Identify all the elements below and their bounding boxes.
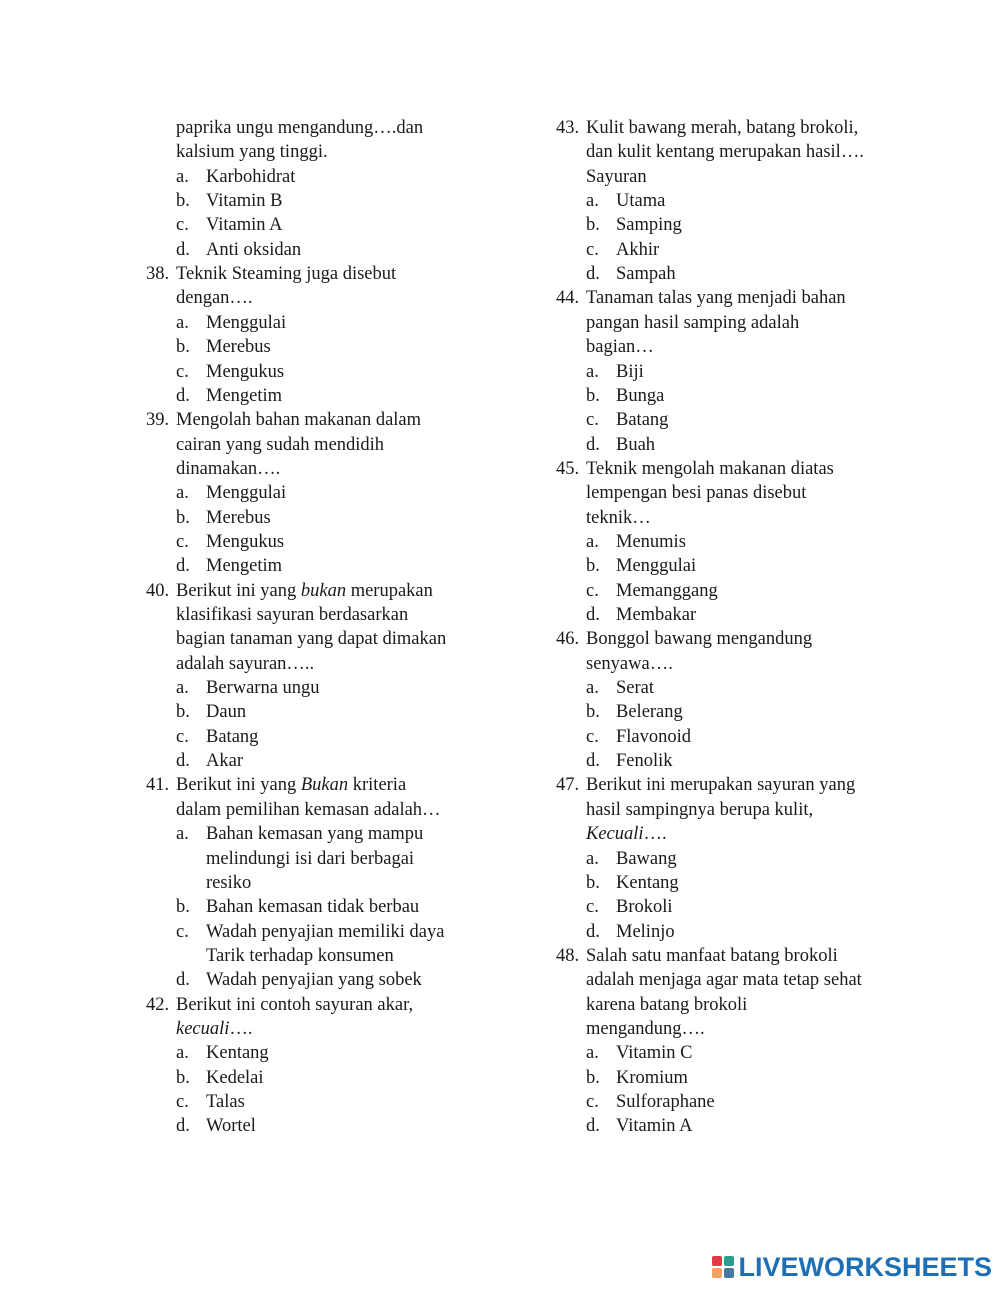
option-label: a. [176, 483, 189, 504]
option-text: Melinjo [616, 921, 675, 942]
option-text: Wortel [206, 1116, 256, 1137]
option-text: Membakar [616, 605, 697, 625]
question-text: Bonggol bawang mengandung [586, 629, 813, 650]
question-text: pangan hasil samping adalah [586, 312, 800, 333]
question-text: Teknik mengolah makanan diatas [586, 458, 834, 479]
question-number: 38. [146, 264, 170, 285]
option-text: Vitamin A [206, 215, 283, 236]
liveworksheets-logo [712, 1249, 992, 1285]
option-label: b. [176, 897, 190, 918]
option-text: Memanggang [616, 580, 718, 601]
option-text: Berwarna ungu [206, 678, 320, 699]
option-label: a. [586, 191, 599, 212]
question-text: kecuali…. [176, 1018, 253, 1039]
option-label: d. [586, 751, 600, 772]
option-label: a. [586, 678, 599, 699]
option-text: Menggulai [616, 556, 697, 577]
question-text: adalah sayuran….. [176, 653, 315, 674]
option-label: c. [176, 1092, 189, 1112]
option-text: Merebus [206, 337, 271, 358]
option-label: b. [176, 191, 190, 212]
option-label: c. [586, 410, 599, 431]
question-text: dalam pemilihan kemasan adalah… [176, 799, 441, 820]
question-text: teknik… [586, 507, 651, 528]
option-label: c. [586, 239, 599, 260]
option-label: d. [176, 556, 190, 577]
question-text: Berikut ini contoh sayuran akar, [176, 994, 414, 1015]
question-text: dan kulit kentang merupakan hasil…. [586, 142, 864, 163]
logo-square-2 [724, 1256, 734, 1266]
option-label: c. [586, 897, 599, 918]
option-text: Bawang [616, 848, 677, 869]
question-text: bagian… [586, 337, 654, 358]
option-text: Bunga [616, 385, 665, 406]
option-text: Fenolik [616, 751, 673, 772]
option-label: b. [586, 215, 600, 236]
option-label: c. [586, 726, 599, 747]
question-text: Berikut ini merupakan sayuran yang [586, 775, 856, 796]
option-label: b. [586, 385, 600, 406]
option-text: Bahan kemasan yang mampu [206, 824, 424, 845]
option-text: Flavonoid [616, 726, 692, 747]
option-text: Mengukus [206, 531, 285, 552]
option-label: c. [176, 726, 189, 747]
option-text: Brokoli [616, 897, 673, 918]
option-text: Kromium [616, 1067, 688, 1088]
option-text: Akhir [616, 239, 660, 260]
option-text: melindungi isi dari berbagai [206, 848, 415, 869]
option-text: Wadah penyajian yang sobek [206, 970, 422, 991]
option-text: Batang [616, 410, 669, 431]
option-text: Buah [616, 434, 656, 455]
option-label: d. [176, 1116, 190, 1137]
option-label: d. [586, 1116, 600, 1137]
option-text: Tarik terhadap konsumen [206, 945, 394, 966]
question-number: 39. [146, 410, 170, 431]
option-label: d. [586, 605, 600, 625]
option-text: Talas [206, 1092, 245, 1112]
question-text: senyawa…. [586, 653, 673, 674]
question-text: bagian tanaman yang dapat dimakan [176, 629, 447, 650]
option-label: d. [586, 434, 600, 455]
option-label: a. [176, 678, 189, 699]
question-number: 42. [146, 994, 170, 1015]
logo-icon [712, 1256, 734, 1278]
option-label: a. [176, 1043, 189, 1064]
option-label: d. [176, 970, 190, 991]
question-text: Sayuran [586, 166, 647, 187]
option-text: Kentang [616, 872, 679, 893]
option-label: b. [176, 702, 190, 723]
option-label: a. [176, 166, 189, 187]
option-text: Mengetim [206, 556, 283, 577]
option-label: b. [176, 337, 190, 358]
question-text: Berikut ini yang bukan merupakan [176, 580, 433, 601]
question-text: kalsium yang tinggi. [176, 142, 328, 163]
option-text: Mengetim [206, 385, 283, 406]
question-text: paprika ungu mengandung….dan [176, 118, 424, 138]
option-label: c. [176, 361, 189, 382]
option-label: b. [176, 1067, 190, 1088]
option-label: b. [586, 872, 600, 893]
option-label: a. [586, 531, 599, 552]
option-text: Anti oksidan [206, 239, 302, 260]
option-text: Menumis [616, 531, 686, 552]
option-label: c. [586, 580, 599, 601]
question-text: karena batang brokoli [586, 994, 748, 1015]
question-number: 41. [146, 775, 170, 796]
option-label: b. [586, 556, 600, 577]
question-text: hasil sampingnya berupa kulit, [586, 799, 814, 820]
question-text: Teknik Steaming juga disebut [176, 264, 397, 285]
option-label: a. [586, 848, 599, 869]
option-label: a. [586, 361, 599, 382]
option-label: c. [176, 531, 189, 552]
option-text: Vitamin A [616, 1116, 693, 1137]
option-label: b. [176, 507, 190, 528]
question-number: 44. [556, 288, 580, 309]
option-text: Mengukus [206, 361, 285, 382]
question-text: mengandung…. [586, 1018, 705, 1039]
option-text: Menggulai [206, 483, 287, 504]
option-text: Serat [616, 678, 655, 699]
question-text: Tanaman talas yang menjadi bahan [586, 288, 846, 309]
option-label: a. [586, 1043, 599, 1064]
option-text: Wadah penyajian memiliki daya [206, 921, 445, 942]
question-text: adalah menjaga agar mata tetap sehat [586, 970, 862, 991]
question-text: Mengolah bahan makanan dalam [176, 410, 422, 431]
option-text: Utama [616, 191, 666, 212]
question-number: 47. [556, 775, 580, 796]
option-text: Bahan kemasan tidak berbau [206, 897, 420, 918]
question-text: Kecuali…. [586, 824, 667, 845]
option-label: a. [176, 824, 189, 845]
question-text: Berikut ini yang Bukan kriteria [176, 775, 407, 796]
option-text: Belerang [616, 702, 683, 723]
question-number: 43. [556, 118, 580, 138]
question-text: klasifikasi sayuran berdasarkan [176, 605, 409, 625]
option-label: c. [586, 1092, 599, 1112]
logo-square-4 [724, 1268, 734, 1278]
option-text: Daun [206, 702, 247, 723]
question-text: dengan…. [176, 288, 253, 309]
option-text: Batang [206, 726, 259, 747]
option-text: Menggulai [206, 312, 287, 333]
question-text: cairan yang sudah mendidih [176, 434, 385, 455]
logo-text: LIVEWORKSHEETS [738, 1251, 992, 1282]
option-text: Akar [206, 751, 243, 772]
logo-square-3 [712, 1268, 722, 1278]
question-number: 40. [146, 580, 170, 601]
question-number: 45. [556, 458, 580, 479]
question-number: 46. [556, 629, 580, 650]
option-text: resiko [206, 872, 252, 893]
option-label: b. [586, 1067, 600, 1088]
option-text: Karbohidrat [206, 166, 296, 187]
option-label: a. [176, 312, 189, 333]
option-text: Kentang [206, 1043, 269, 1064]
question-text: Salah satu manfaat batang brokoli [586, 945, 838, 966]
option-label: d. [176, 385, 190, 406]
option-text: Biji [616, 361, 644, 382]
option-label: d. [586, 921, 600, 942]
option-label: d. [176, 751, 190, 772]
question-text: dinamakan…. [176, 458, 281, 479]
option-text: Sulforaphane [616, 1092, 715, 1112]
question-text: Kulit bawang merah, batang brokoli, [586, 118, 859, 138]
logo-square-1 [712, 1256, 722, 1266]
option-label: c. [176, 921, 189, 942]
question-text: lempengan besi panas disebut [586, 483, 807, 504]
option-label: b. [586, 702, 600, 723]
option-label: d. [586, 264, 600, 285]
option-text: Kedelai [206, 1067, 264, 1088]
option-label: c. [176, 215, 189, 236]
option-text: Samping [616, 215, 682, 236]
question-number: 48. [556, 945, 580, 966]
option-text: Merebus [206, 507, 271, 528]
option-text: Sampah [616, 264, 676, 285]
option-text: Vitamin B [206, 191, 283, 212]
option-label: d. [176, 239, 190, 260]
option-text: Vitamin C [616, 1043, 693, 1064]
